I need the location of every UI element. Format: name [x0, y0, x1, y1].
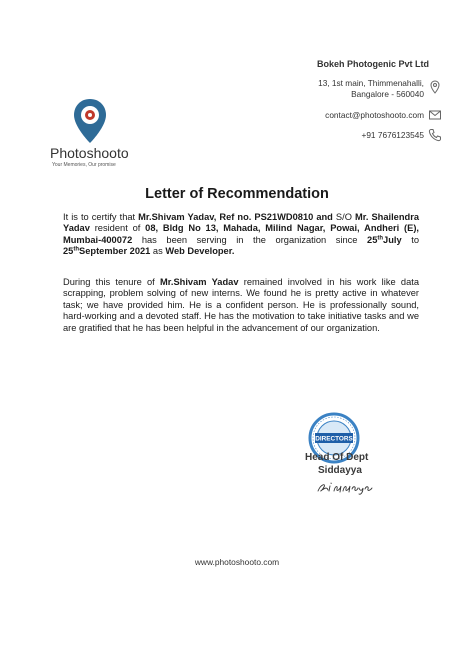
letter-title: Letter of Recommendation [145, 186, 329, 202]
text-run: During this tenure of [63, 277, 161, 287]
address-line-1: 13, 1st main, Thimmenahalli, [318, 78, 424, 88]
location-pin-icon [428, 80, 442, 94]
brand-tagline: Your Memories, Our promise [52, 162, 116, 168]
end-day: 25 [63, 246, 74, 257]
stamp-label: DIRECTORS [315, 435, 353, 443]
ordinal-suffix: th [73, 246, 80, 253]
signatory-name: Siddayya [318, 465, 362, 476]
ordinal-suffix: th [377, 235, 384, 242]
paragraph-performance [63, 277, 419, 334]
signatory-title: Head Of Dept [305, 452, 369, 463]
text-run: S/O [332, 212, 355, 222]
paragraph-certification [63, 212, 419, 258]
father-name: Mr. Shailendra Yadav [63, 212, 419, 234]
email-text: contact@photoshooto.com [325, 110, 424, 120]
text-run: It is to certify that [63, 212, 139, 222]
start-day: 25 [367, 234, 378, 245]
mail-icon [428, 108, 442, 122]
text-run: as [150, 246, 166, 257]
text-run: to [401, 234, 419, 245]
start-month: July [383, 234, 402, 245]
map-pin-icon [72, 98, 108, 144]
handwritten-signature [316, 478, 374, 496]
start-date [367, 235, 402, 245]
footer-website: www.photoshooto.com [194, 557, 280, 567]
phone-icon [428, 128, 442, 142]
phone-text: +91 7676123545 [361, 130, 424, 140]
employee-name: Mr.Shivam Yadav [160, 277, 239, 287]
text-run: remained involved in his work like data scrapping, problem solving of new interns. We found he is pretty active in whatever task; we have provided him. He is a confident person. He is professionally sound, hard-working and a devoted staff. He has the motivation to take initiative tasks and we are gratified that he has been helpful in the advancement of our organization. [63, 277, 419, 333]
employee-name-ref: Mr.Shivam Yadav, Ref no. PS21WD0810 and [138, 212, 333, 222]
employee-address: 08, Bldg No 13, Mahada, Milind Nagar, Powai, Andheri (E), Mumbai-400072 [63, 223, 420, 245]
address-line-2: Bangalore - 560040 [351, 89, 424, 99]
end-month: September 2021 [79, 246, 151, 257]
job-role: Web Developer. [165, 246, 235, 257]
text-run: has been serving in the organization since [132, 234, 368, 245]
end-date [63, 246, 150, 256]
company-name: Bokeh Photogenic Pvt Ltd [317, 59, 430, 69]
brand-name: Photoshooto [50, 145, 129, 161]
text-run: resident of [89, 223, 146, 234]
